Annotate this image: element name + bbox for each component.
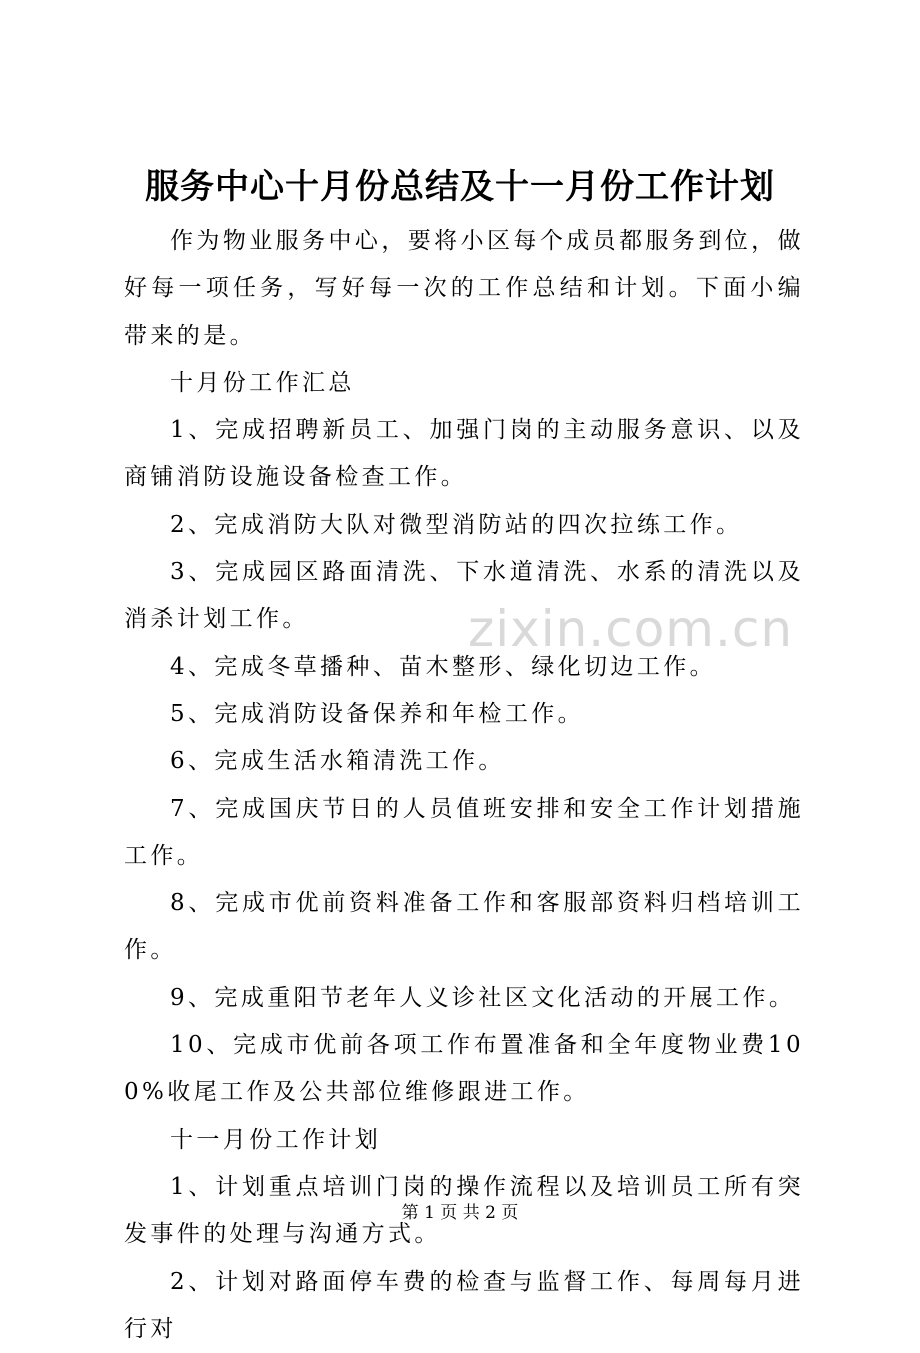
list-item: 1、完成招聘新员工、加强门岗的主动服务意识、以及商铺消防设施设备检查工作。 [124, 417, 804, 491]
list-item: 9、完成重阳节老年人义诊社区文化活动的开展工作。 [170, 984, 796, 1011]
list-item: 10、完成市优前各项工作布置准备和全年度物业费100%收尾工作及公共部位维修跟进工作。 [124, 1032, 804, 1106]
document-body [124, 218, 804, 1353]
document-title: 服务中心十月份总结及十一月份工作计划 [145, 167, 775, 207]
section-heading-november: 十一月份工作计划 [170, 1126, 382, 1153]
list-item: 7、完成国庆节日的人员值班安排和安全工作计划措施工作。 [124, 795, 804, 869]
list-item: 2、完成消防大队对微型消防站的四次拉练工作。 [170, 511, 743, 538]
list-item: 5、完成消防设备保养和年检工作。 [170, 700, 585, 727]
list-item: 8、完成市优前资料准备工作和客服部资料归档培训工作。 [124, 890, 804, 964]
list-item: 4、完成冬草播种、苗木整形、绿化切边工作。 [170, 653, 717, 680]
list-item: 1、计划重点培训门岗的操作流程以及培训员工所有突发事件的处理与沟通方式。 [124, 1173, 804, 1248]
list-item: 2、计划对路面停车费的检查与监督工作、每周每月进行对 [124, 1268, 804, 1342]
list-item: 6、完成生活水箱清洗工作。 [170, 748, 505, 775]
page-footer: 第 1 页 共 2 页 [401, 1203, 519, 1223]
list-item: 3、完成园区路面清洗、下水道清洗、水系的清洗以及消杀计划工作。 [124, 559, 804, 633]
intro-paragraph: 作为物业服务中心，要将小区每个成员都服务到位，做好每一项任务，写好每一次的工作总结和计划。下面小编带来的是。 [124, 228, 804, 349]
watermark: zixin.com.cn [468, 600, 794, 658]
section-heading-october: 十月份工作汇总 [170, 369, 355, 396]
